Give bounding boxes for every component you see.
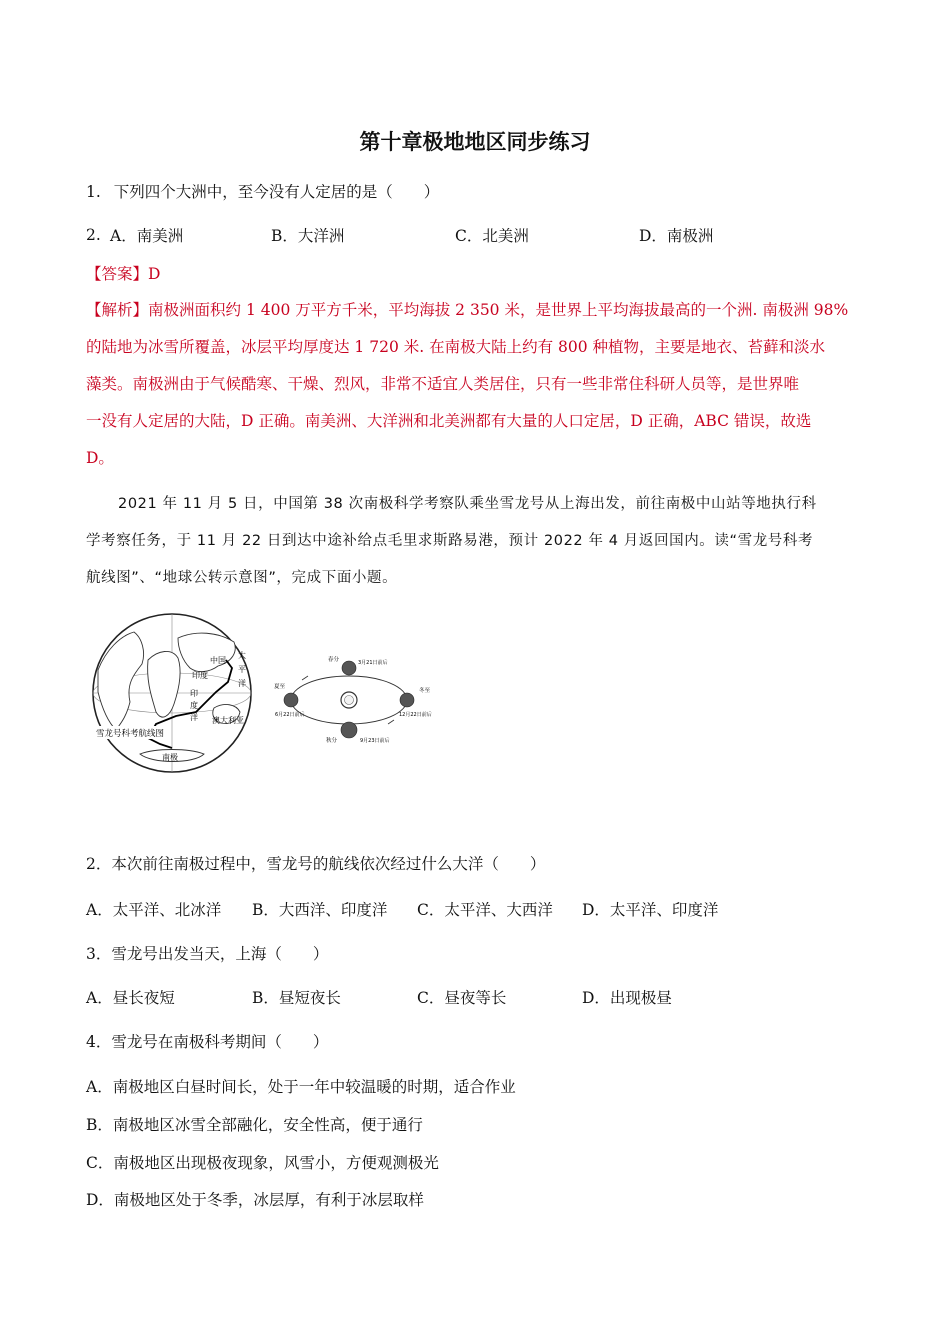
option-b: B．大西洋、印度洋 — [252, 901, 388, 919]
passage — [86, 486, 864, 597]
option-c: C．昼夜等长 — [417, 989, 507, 1007]
label-date-spring: 3月21日前后 — [358, 660, 388, 666]
analysis-line: 一没有人定居的大陆，D 正确。南美洲、大洋洲和北美洲都有大量的人口定居，D 正确，ABC 错误，故选 — [86, 412, 812, 430]
earth-summer — [284, 693, 298, 707]
passage-line: 2021 年 11 月 5 日，中国第 38 次南极科学考察队乘坐雪龙号从上海出发，前往南极中山站等地执行科 — [118, 496, 817, 512]
option-b: B．南极地区冰雪全部融化，安全性高，便于通行 — [86, 1116, 423, 1134]
label-date-winter: 12月22日前后 — [399, 712, 432, 718]
page-title: 第十章极地地区同步练习 — [359, 130, 591, 154]
question-2: 2．本次前往南极过程中，雪龙号的航线依次经过什么大洋（ ） — [86, 855, 546, 873]
label-indian-ocean-1: 印 — [190, 689, 198, 698]
option-b: B．昼短夜长 — [252, 989, 341, 1007]
option-number: 2. — [86, 226, 101, 244]
label-india: 印度 — [192, 671, 208, 680]
label-date-summer: 6月22日前后 — [275, 712, 305, 718]
option-d: D．南极洲 — [639, 227, 714, 245]
option-a: A．南美洲 — [110, 227, 184, 245]
earth-spring — [342, 661, 356, 675]
label-australia: 澳大利亚 — [212, 716, 244, 725]
question-text: 下列四个大洲中，至今没有人定居的是（ ） — [113, 183, 440, 201]
earth-winter — [400, 693, 414, 707]
analysis-line: 藻类。南极洲由于气候酷寒、干燥、烈风，非常不适宜人类居住，只有一些非常住科研人员等，是世界唯 — [86, 375, 800, 393]
label-autumn: 秋分 — [326, 738, 338, 744]
answer-value: D — [148, 265, 161, 283]
analysis-line: D。 — [86, 449, 114, 467]
answer — [86, 262, 160, 284]
label-winter: 冬至 — [419, 688, 431, 694]
label-pacific-1: 太 — [238, 651, 246, 660]
option-a: A．昼长夜短 — [86, 989, 175, 1007]
question-4: 4．雪龙号在南极科考期间（ ） — [86, 1033, 329, 1051]
label-china: 中国 — [210, 656, 226, 665]
passage-line: 学考察任务，于 11 月 22 日到达中途补给点毛里求斯路易港，预计 2022 年 4 月返回国内。读“雪龙号科考 — [86, 533, 814, 549]
option-c: C．南极地区出现极夜现象，风雪小，方便观测极光 — [86, 1154, 439, 1172]
label-spring: 春分 — [328, 657, 340, 663]
passage-line: 航线图”、“地球公转示意图”，完成下面小题。 — [86, 570, 398, 586]
question-3: 3．雪龙号出发当天，上海（ ） — [86, 945, 329, 963]
option-a: A．南极地区白昼时间长，处于一年中较温暖的时期，适合作业 — [86, 1078, 516, 1096]
label-pacific-2: 平 — [238, 665, 246, 674]
option-d: D．出现极昼 — [582, 989, 672, 1007]
option-d: D．南极地区处于冬季，冰层厚，有利于冰层取样 — [86, 1191, 424, 1209]
option-b: B．大洋洲 — [271, 227, 345, 245]
route-map-figure — [86, 612, 258, 774]
option-c: C．北美洲 — [455, 227, 529, 245]
label-summer: 夏至 — [274, 684, 286, 690]
analysis-line: 的陆地为冰雪所覆盖，冰层平均厚度达 1 720 米. 在南极大陆上约有 800 种植物，主要是地衣、苔藓和淡水 — [86, 338, 826, 356]
answer-label: 【答案】 — [86, 265, 149, 283]
earth-autumn — [341, 722, 357, 738]
orbit-diagram-figure — [272, 652, 442, 746]
option-d: D．太平洋、印度洋 — [582, 901, 719, 919]
map-caption: 雪龙号科考航线图 — [96, 729, 165, 739]
option-c: C．太平洋、大西洋 — [417, 901, 553, 919]
analysis-label: 【解析】 — [86, 301, 149, 319]
question-1 — [86, 180, 439, 202]
label-indian-ocean-3: 洋 — [190, 713, 198, 722]
label-date-autumn: 9月23日前后 — [360, 738, 390, 744]
analysis — [86, 292, 864, 477]
question-number: 1. — [86, 183, 101, 201]
label-indian-ocean-2: 度 — [190, 701, 198, 710]
label-pacific-3: 洋 — [238, 679, 246, 688]
option-a: A．太平洋、北冰洋 — [86, 901, 222, 919]
label-antarctica: 南极 — [162, 753, 178, 762]
analysis-line: 南极洲面积约 1 400 万平方千米，平均海拔 2 350 米，是世界上平均海拔最高的一个洲. 南极洲 98% — [148, 301, 849, 319]
